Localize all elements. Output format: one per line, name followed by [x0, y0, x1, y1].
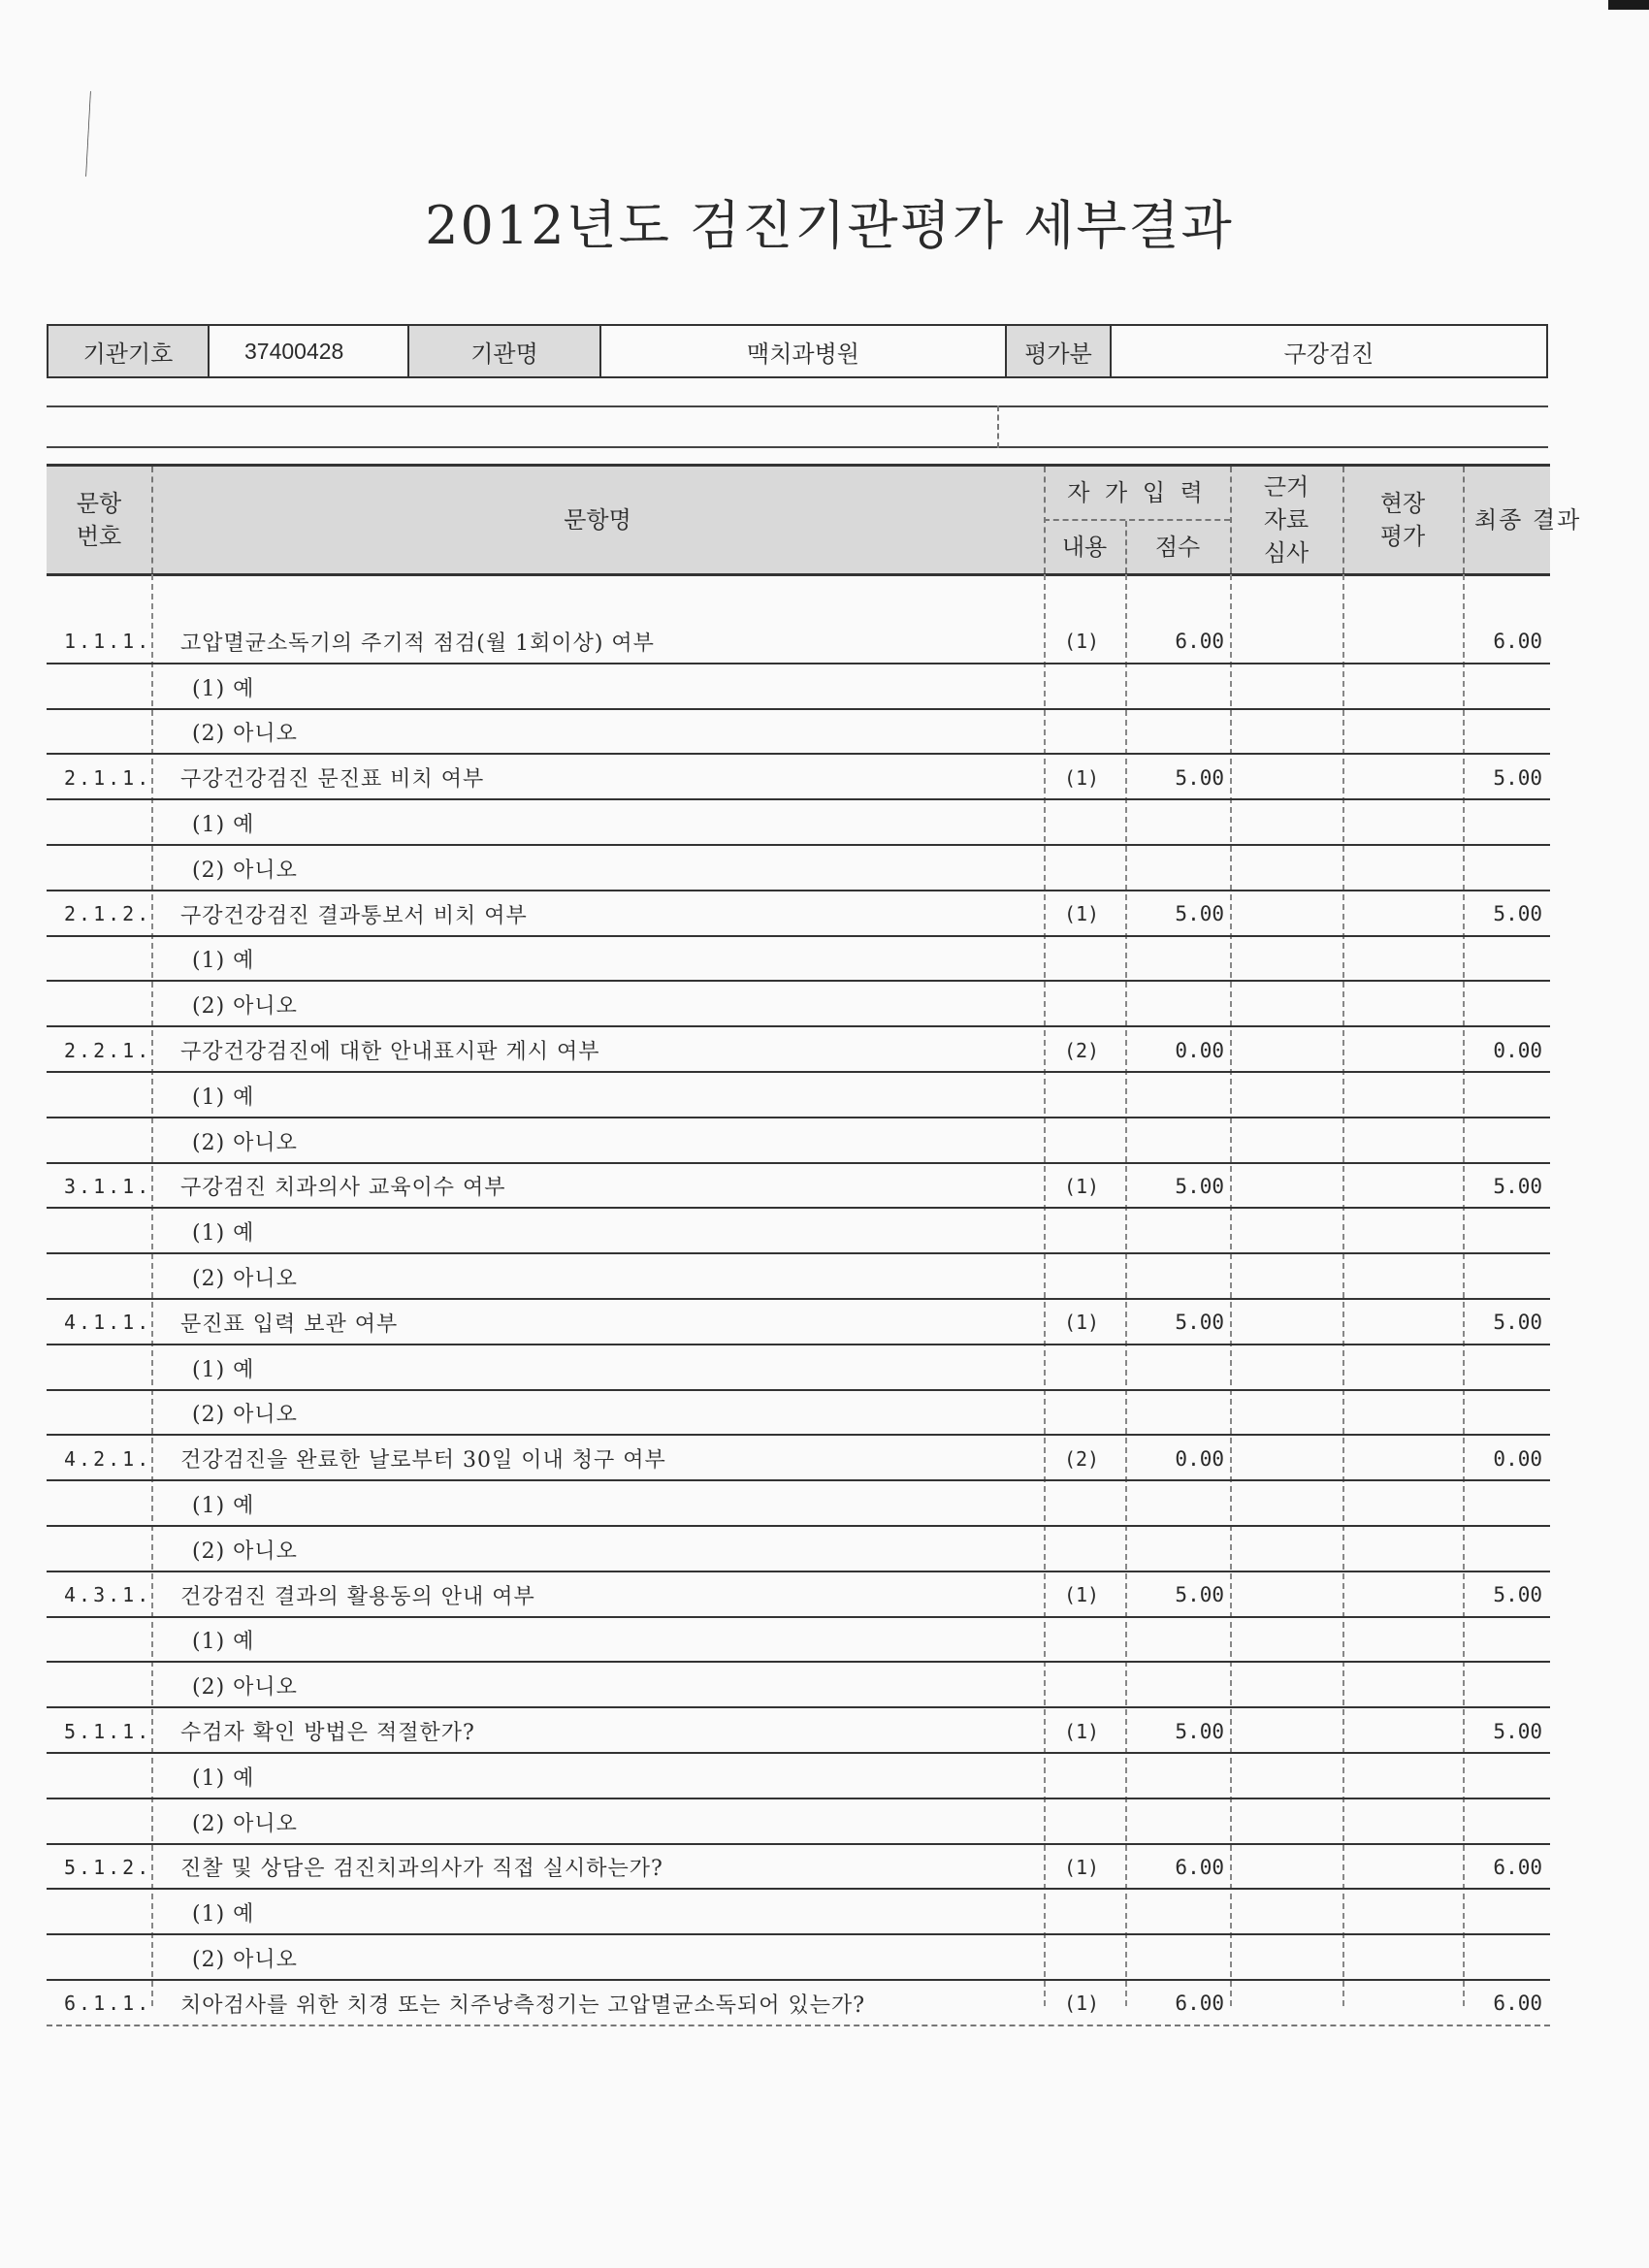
content-value: (2): [1063, 1446, 1100, 1471]
answer-option: (2) 아니오: [192, 1403, 298, 1428]
score-value: 5.00: [1175, 765, 1224, 790]
final-result-value: 6.00: [1493, 630, 1542, 654]
header-evidence-review: [1230, 467, 1342, 573]
option-row: [47, 1935, 1550, 1981]
table-header: [47, 464, 1582, 576]
answer-option: (1) 예: [192, 1357, 255, 1382]
answer-option: (2) 아니오: [192, 1948, 298, 1972]
content-value: (1): [1063, 902, 1100, 926]
final-result-value: 5.00: [1493, 1174, 1542, 1198]
score-value: 6.00: [1175, 630, 1224, 654]
divider-line: [47, 446, 1548, 448]
question-number: 4.1.1.: [64, 1311, 152, 1335]
evaluation-type-value: 구강검진: [1283, 340, 1374, 368]
content-value: (1): [1063, 1174, 1100, 1198]
header-text: 심사: [1263, 539, 1310, 567]
question-text: 고압멸균소독기의 주기적 점검(월 1회이상) 여부: [180, 631, 655, 656]
question-text: 구강건강검진 결과통보서 비치 여부: [180, 903, 528, 928]
option-row: [47, 1890, 1550, 1935]
question-number: 3.1.1.: [64, 1174, 152, 1198]
page-title: 2012년도 검진기관평가 세부결과: [425, 195, 1234, 256]
question-text: 건강검진 결과의 활용동의 안내 여부: [180, 1584, 535, 1609]
header-question-number: [47, 467, 151, 573]
option-row: [47, 1663, 1550, 1708]
content-value: (1): [1063, 765, 1100, 790]
table-row: [47, 1708, 1550, 1754]
option-row: [47, 1254, 1550, 1300]
header-self-input: 자 가 입 력: [1067, 479, 1207, 506]
content-value: (1): [1063, 1583, 1100, 1607]
table-row: [47, 619, 1550, 664]
table-row: [47, 1436, 1550, 1481]
final-result-value: 5.00: [1493, 1311, 1542, 1335]
header-text: 자료: [1263, 506, 1310, 534]
table-row: [47, 1027, 1550, 1073]
answer-option: (2) 아니오: [192, 1675, 298, 1701]
question-number: 6.1.1.: [64, 1992, 152, 2016]
option-row: [47, 937, 1550, 983]
header-question-name: 문항명: [564, 506, 631, 534]
question-text: 건강검진을 완료한 날로부터 30일 이내 청구 여부: [180, 1448, 666, 1474]
question-text: 문진표 입력 보관 여부: [180, 1312, 399, 1337]
answer-option: (1) 예: [192, 949, 255, 974]
table-row: [47, 1845, 1550, 1891]
final-result-value: 5.00: [1493, 1583, 1542, 1607]
table-row: [47, 755, 1550, 800]
question-text: 진찰 및 상담은 검진치과의사가 직접 실시하는가?: [180, 1857, 663, 1882]
divider-dash: [997, 405, 999, 448]
content-value: (1): [1063, 1311, 1100, 1335]
score-value: 5.00: [1175, 1719, 1224, 1743]
pen-stroke-mark: [85, 89, 91, 178]
question-number: 1.1.1.: [64, 630, 152, 654]
final-result-value: 5.00: [1493, 1719, 1542, 1743]
option-row: [47, 664, 1550, 710]
content-value: (1): [1063, 1719, 1100, 1743]
score-value: 5.00: [1175, 1174, 1224, 1198]
divider-line: [47, 405, 1548, 407]
score-value: 5.00: [1175, 1311, 1224, 1335]
table-row: [47, 1300, 1550, 1345]
header-divider: [1230, 467, 1232, 573]
option-row: [47, 1618, 1550, 1664]
answer-option: (1) 예: [192, 1902, 255, 1928]
option-row: [47, 1527, 1550, 1572]
table-row: [47, 1981, 1550, 2026]
institution-code-value: 37400428: [210, 326, 409, 376]
institution-name-label: 기관명: [409, 326, 601, 376]
option-row: [47, 800, 1550, 846]
option-row: [47, 846, 1550, 891]
final-result-value: 0.00: [1493, 1446, 1542, 1471]
answer-option: (2) 아니오: [192, 1539, 298, 1564]
institution-info-table: [47, 324, 1548, 378]
scan-edge-mark: [1608, 0, 1649, 10]
institution-code-label: 기관기호: [48, 326, 210, 376]
header-text: 번호: [76, 523, 122, 550]
header-text: 문항: [76, 490, 122, 517]
answer-option: (1) 예: [192, 1494, 255, 1519]
header-divider: [1125, 521, 1127, 573]
header-divider: [151, 467, 153, 573]
header-text: 평가: [1379, 523, 1426, 550]
option-row: [47, 1799, 1550, 1845]
final-result-value: 6.00: [1493, 1855, 1542, 1879]
institution-name-value: 맥치과병원: [601, 326, 1007, 376]
evaluation-type-label: 평가분: [1007, 326, 1112, 376]
question-number: 5.1.1.: [64, 1719, 152, 1743]
answer-option: (2) 아니오: [192, 1130, 298, 1155]
content-value: (2): [1063, 1038, 1100, 1062]
question-text: 구강건강검진 문진표 비치 여부: [180, 767, 485, 793]
question-number: 4.2.1.: [64, 1446, 152, 1471]
question-text: 치아검사를 위한 치경 또는 치주낭측정기는 고압멸균소독되어 있는가?: [180, 1993, 866, 2018]
answer-option: (1) 예: [192, 676, 255, 701]
answer-option: (2) 아니오: [192, 858, 298, 883]
answer-option: (1) 예: [192, 1766, 255, 1791]
option-row: [47, 1209, 1550, 1254]
question-number: 2.2.1.: [64, 1038, 152, 1062]
option-row: [47, 710, 1550, 756]
final-result-value: 0.00: [1493, 1038, 1542, 1062]
option-row: [47, 1118, 1550, 1164]
option-row: [47, 1754, 1550, 1799]
final-result-value: 5.00: [1493, 902, 1542, 926]
option-row: [47, 982, 1550, 1027]
header-divider: [1044, 519, 1230, 521]
final-result-value: 6.00: [1493, 1992, 1542, 2016]
question-number: 2.1.2.: [64, 902, 152, 926]
header-divider: [1463, 467, 1465, 573]
score-value: 6.00: [1175, 1855, 1224, 1879]
score-value: 0.00: [1175, 1038, 1224, 1062]
content-value: (1): [1063, 630, 1100, 654]
answer-option: (2) 아니오: [192, 1811, 298, 1836]
answer-option: (1) 예: [192, 1630, 255, 1655]
table-row: [47, 1164, 1550, 1210]
answer-option: (2) 아니오: [192, 722, 298, 747]
evaluation-table: [47, 619, 1550, 2026]
option-row: [47, 1073, 1550, 1118]
question-number: 2.1.1.: [64, 765, 152, 790]
score-value: 6.00: [1175, 1992, 1224, 2016]
header-final-result: 최종 결과: [1474, 506, 1582, 534]
score-value: 5.00: [1175, 902, 1224, 926]
answer-option: (2) 아니오: [192, 994, 298, 1020]
header-text: 근거: [1263, 473, 1310, 501]
answer-option: (1) 예: [192, 1221, 255, 1247]
header-field-evaluation: [1342, 467, 1463, 573]
option-row: [47, 1345, 1550, 1391]
content-value: (1): [1063, 1992, 1100, 2016]
question-number: 5.1.2.: [64, 1855, 152, 1879]
final-result-value: 5.00: [1493, 765, 1542, 790]
option-row: [47, 1481, 1550, 1527]
question-text: 수검자 확인 방법은 적절한가?: [180, 1721, 475, 1746]
header-content: 내용: [1061, 534, 1108, 561]
option-row: [47, 1391, 1550, 1437]
question-text: 구강검진 치과의사 교육이수 여부: [180, 1176, 506, 1201]
score-value: 0.00: [1175, 1446, 1224, 1471]
score-value: 5.00: [1175, 1583, 1224, 1607]
table-row: [47, 1572, 1550, 1618]
table-row: [47, 891, 1550, 937]
header-score: 점수: [1154, 534, 1201, 561]
answer-option: (2) 아니오: [192, 1267, 298, 1292]
header-text: 현장: [1379, 490, 1426, 517]
content-value: (1): [1063, 1855, 1100, 1879]
question-number: 4.3.1.: [64, 1583, 152, 1607]
answer-option: (1) 예: [192, 813, 255, 838]
answer-option: (1) 예: [192, 1085, 255, 1110]
question-text: 구강건강검진에 대한 안내표시판 게시 여부: [180, 1040, 600, 1065]
header-divider: [1342, 467, 1344, 573]
